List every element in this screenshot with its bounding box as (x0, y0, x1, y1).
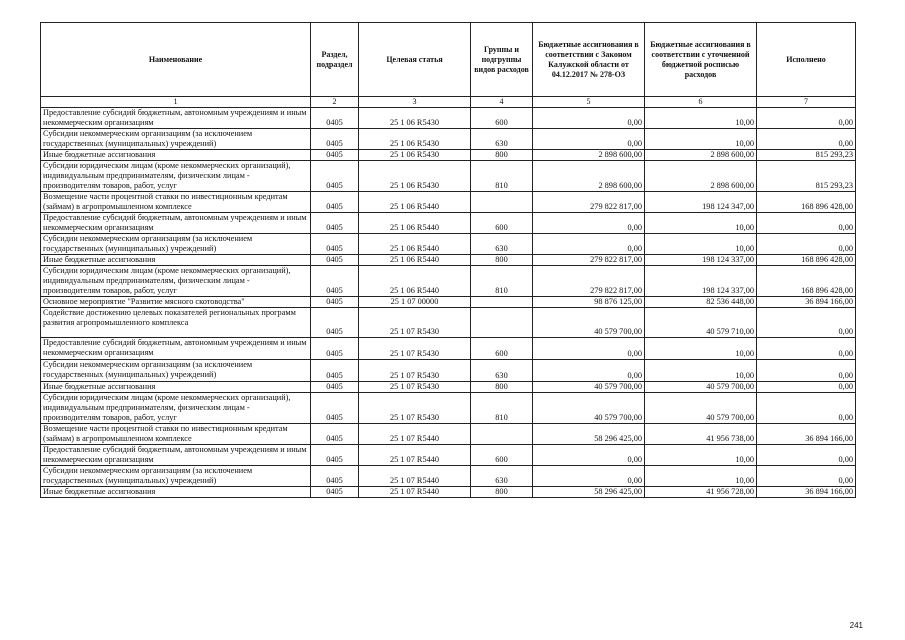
row-kind: 800 (471, 150, 533, 161)
row-refined-amount: 10,00 (645, 466, 757, 487)
row-kind (471, 308, 533, 338)
header-row (41, 23, 856, 97)
table-row (41, 108, 856, 129)
row-target: 25 1 07 R5430 (359, 360, 471, 382)
row-target: 25 1 07 R5440 (359, 466, 471, 487)
row-kind: 800 (471, 382, 533, 393)
row-executed-amount: 36 894 166,00 (757, 424, 856, 445)
row-kind: 630 (471, 234, 533, 255)
row-refined-amount: 198 124 337,00 (645, 255, 757, 266)
table-row (41, 192, 856, 213)
row-target: 25 1 06 R5430 (359, 129, 471, 150)
row-target: 25 1 07 R5430 (359, 308, 471, 338)
row-target: 25 1 07 R5430 (359, 393, 471, 424)
row-law-amount: 40 579 700,00 (533, 308, 645, 338)
row-name: Иные бюджетные ассигнования (41, 255, 311, 266)
row-executed-amount: 0,00 (757, 234, 856, 255)
table-row (41, 338, 856, 360)
row-section: 0405 (311, 234, 359, 255)
row-refined-amount: 198 124 347,00 (645, 192, 757, 213)
row-target: 25 1 07 00000 (359, 297, 471, 308)
row-kind: 600 (471, 108, 533, 129)
row-kind: 630 (471, 360, 533, 382)
row-refined-amount: 40 579 710,00 (645, 308, 757, 338)
row-section: 0405 (311, 297, 359, 308)
row-refined-amount: 10,00 (645, 445, 757, 466)
row-law-amount: 279 822 817,00 (533, 266, 645, 297)
row-kind (471, 192, 533, 213)
row-refined-amount: 41 956 728,00 (645, 487, 757, 498)
row-name: Субсидии юридическим лицам (кроме некоммерческих организаций), индивидуальным предпринимателям, физическим лицам - производителям товаров, работ, услуг (41, 393, 311, 424)
row-section: 0405 (311, 213, 359, 234)
row-name: Субсидии юридическим лицам (кроме некоммерческих организаций), индивидуальным предпринимателям, физическим лицам - производителям товаров, работ, услуг (41, 266, 311, 297)
row-executed-amount: 815 293,23 (757, 150, 856, 161)
column-number-row (41, 97, 856, 108)
column-number: 4 (471, 97, 533, 108)
row-name: Возмещение части процентной ставки по инвестиционным кредитам (займам) в агропромышленном комплексе (41, 192, 311, 213)
row-target: 25 1 06 R5440 (359, 266, 471, 297)
row-target: 25 1 07 R5430 (359, 382, 471, 393)
row-name: Субсидии юридическим лицам (кроме некоммерческих организаций), индивидуальным предпринимателям, физическим лицам - производителям товаров, работ, услуг (41, 161, 311, 192)
row-executed-amount: 0,00 (757, 108, 856, 129)
row-executed-amount: 815 293,23 (757, 161, 856, 192)
row-target: 25 1 06 R5440 (359, 234, 471, 255)
row-name: Предоставление субсидий бюджетным, автономным учреждениям и иным некоммерческим организациям (41, 213, 311, 234)
row-target: 25 1 07 R5440 (359, 424, 471, 445)
table-row (41, 234, 856, 255)
row-target: 25 1 07 R5440 (359, 487, 471, 498)
row-section: 0405 (311, 192, 359, 213)
table-row (41, 266, 856, 297)
row-kind (471, 424, 533, 445)
column-number: 5 (533, 97, 645, 108)
row-kind: 600 (471, 445, 533, 466)
row-kind: 810 (471, 266, 533, 297)
row-law-amount: 0,00 (533, 129, 645, 150)
row-section: 0405 (311, 308, 359, 338)
row-name: Предоставление субсидий бюджетным, автономным учреждениям и иным некоммерческим организациям (41, 108, 311, 129)
row-kind: 810 (471, 393, 533, 424)
row-law-amount: 40 579 700,00 (533, 393, 645, 424)
row-name: Субсидии некоммерческим организациям (за исключением государственных (муниципальных) учреждений) (41, 360, 311, 382)
row-executed-amount: 36 894 166,00 (757, 487, 856, 498)
header-target: Целевая статья (359, 23, 471, 97)
row-section: 0405 (311, 360, 359, 382)
table-row (41, 360, 856, 382)
row-executed-amount: 168 896 428,00 (757, 192, 856, 213)
row-refined-amount: 10,00 (645, 360, 757, 382)
row-law-amount: 0,00 (533, 108, 645, 129)
row-target: 25 1 06 R5430 (359, 108, 471, 129)
budget-table (40, 22, 856, 498)
row-name: Иные бюджетные ассигнования (41, 382, 311, 393)
row-law-amount: 2 898 600,00 (533, 161, 645, 192)
row-refined-amount: 40 579 700,00 (645, 382, 757, 393)
row-kind: 800 (471, 255, 533, 266)
row-kind: 810 (471, 161, 533, 192)
row-executed-amount: 0,00 (757, 360, 856, 382)
table-row (41, 129, 856, 150)
row-name: Субсидии некоммерческим организациям (за исключением государственных (муниципальных) учреждений) (41, 234, 311, 255)
row-name: Предоставление субсидий бюджетным, автономным учреждениям и иным некоммерческим организациям (41, 338, 311, 360)
row-law-amount: 0,00 (533, 213, 645, 234)
row-executed-amount: 168 896 428,00 (757, 255, 856, 266)
row-law-amount: 0,00 (533, 234, 645, 255)
row-executed-amount: 0,00 (757, 213, 856, 234)
table-row (41, 213, 856, 234)
row-section: 0405 (311, 466, 359, 487)
table-row (41, 308, 856, 338)
column-number: 7 (757, 97, 856, 108)
row-section: 0405 (311, 255, 359, 266)
table-body (41, 108, 856, 498)
row-name: Иные бюджетные ассигнования (41, 150, 311, 161)
row-name: Предоставление субсидий бюджетным, автономным учреждениям и иным некоммерческим организациям (41, 445, 311, 466)
header-law: Бюджетные ассигнования в соответствии с Законом Калужской области от 04.12.2017 № 278-ОЗ (533, 23, 645, 97)
row-name: Субсидии некоммерческим организациям (за исключением государственных (муниципальных) учреждений) (41, 466, 311, 487)
row-name: Субсидии некоммерческим организациям (за исключением государственных (муниципальных) учреждений) (41, 129, 311, 150)
row-kind: 800 (471, 487, 533, 498)
row-law-amount: 98 876 125,00 (533, 297, 645, 308)
row-refined-amount: 10,00 (645, 338, 757, 360)
row-law-amount: 0,00 (533, 445, 645, 466)
row-section: 0405 (311, 266, 359, 297)
page-number: 241 (849, 621, 863, 630)
row-refined-amount: 10,00 (645, 234, 757, 255)
row-kind: 600 (471, 338, 533, 360)
row-section: 0405 (311, 487, 359, 498)
table-row (41, 466, 856, 487)
budget-table-sheet (40, 22, 855, 498)
row-target: 25 1 06 R5440 (359, 213, 471, 234)
row-name: Основное мероприятие "Развитие мясного скотоводства" (41, 297, 311, 308)
row-kind: 630 (471, 466, 533, 487)
table-row (41, 424, 856, 445)
row-law-amount: 0,00 (533, 360, 645, 382)
row-refined-amount: 198 124 337,00 (645, 266, 757, 297)
row-section: 0405 (311, 338, 359, 360)
table-row (41, 255, 856, 266)
row-kind: 600 (471, 213, 533, 234)
column-number: 1 (41, 97, 311, 108)
row-refined-amount: 2 898 600,00 (645, 161, 757, 192)
row-law-amount: 58 296 425,00 (533, 487, 645, 498)
row-section: 0405 (311, 445, 359, 466)
row-executed-amount: 0,00 (757, 445, 856, 466)
row-kind (471, 297, 533, 308)
row-law-amount: 0,00 (533, 338, 645, 360)
row-executed-amount: 168 896 428,00 (757, 266, 856, 297)
row-executed-amount: 0,00 (757, 393, 856, 424)
row-refined-amount: 41 956 738,00 (645, 424, 757, 445)
row-section: 0405 (311, 382, 359, 393)
row-target: 25 1 06 R5440 (359, 255, 471, 266)
table-row (41, 487, 856, 498)
row-refined-amount: 10,00 (645, 213, 757, 234)
column-number: 2 (311, 97, 359, 108)
table-row (41, 161, 856, 192)
row-target: 25 1 06 R5440 (359, 192, 471, 213)
row-law-amount: 279 822 817,00 (533, 192, 645, 213)
row-refined-amount: 10,00 (645, 129, 757, 150)
row-executed-amount: 0,00 (757, 382, 856, 393)
header-name: Наименование (41, 23, 311, 97)
column-number: 3 (359, 97, 471, 108)
row-target: 25 1 07 R5430 (359, 338, 471, 360)
header-section: Раздел, подраздел (311, 23, 359, 97)
row-refined-amount: 10,00 (645, 108, 757, 129)
header-refined: Бюджетные ассигнования в соответствии с уточненной бюджетной росписью расходов (645, 23, 757, 97)
row-executed-amount: 0,00 (757, 308, 856, 338)
row-law-amount: 279 822 817,00 (533, 255, 645, 266)
row-refined-amount: 40 579 700,00 (645, 393, 757, 424)
row-name: Возмещение части процентной ставки по инвестиционным кредитам (займам) в агропромышленном комплексе (41, 424, 311, 445)
row-target: 25 1 06 R5430 (359, 161, 471, 192)
row-section: 0405 (311, 150, 359, 161)
column-number: 6 (645, 97, 757, 108)
row-name: Содействие достижению целевых показателей региональных программ развития агропромышленного комплекса (41, 308, 311, 338)
row-section: 0405 (311, 393, 359, 424)
row-section: 0405 (311, 161, 359, 192)
header-executed: Исполнено (757, 23, 856, 97)
row-refined-amount: 82 536 448,00 (645, 297, 757, 308)
row-executed-amount: 0,00 (757, 466, 856, 487)
row-executed-amount: 36 894 166,00 (757, 297, 856, 308)
row-name: Иные бюджетные ассигнования (41, 487, 311, 498)
row-section: 0405 (311, 424, 359, 445)
row-law-amount: 58 296 425,00 (533, 424, 645, 445)
table-row (41, 393, 856, 424)
table-row (41, 445, 856, 466)
row-executed-amount: 0,00 (757, 129, 856, 150)
row-kind: 630 (471, 129, 533, 150)
header-groups: Группы и подгруппы видов расходов (471, 23, 533, 97)
row-refined-amount: 2 898 600,00 (645, 150, 757, 161)
row-section: 0405 (311, 108, 359, 129)
row-law-amount: 0,00 (533, 466, 645, 487)
table-row (41, 382, 856, 393)
row-law-amount: 40 579 700,00 (533, 382, 645, 393)
row-section: 0405 (311, 129, 359, 150)
row-executed-amount: 0,00 (757, 338, 856, 360)
row-target: 25 1 07 R5440 (359, 445, 471, 466)
table-row (41, 297, 856, 308)
row-target: 25 1 06 R5430 (359, 150, 471, 161)
row-law-amount: 2 898 600,00 (533, 150, 645, 161)
table-row (41, 150, 856, 161)
